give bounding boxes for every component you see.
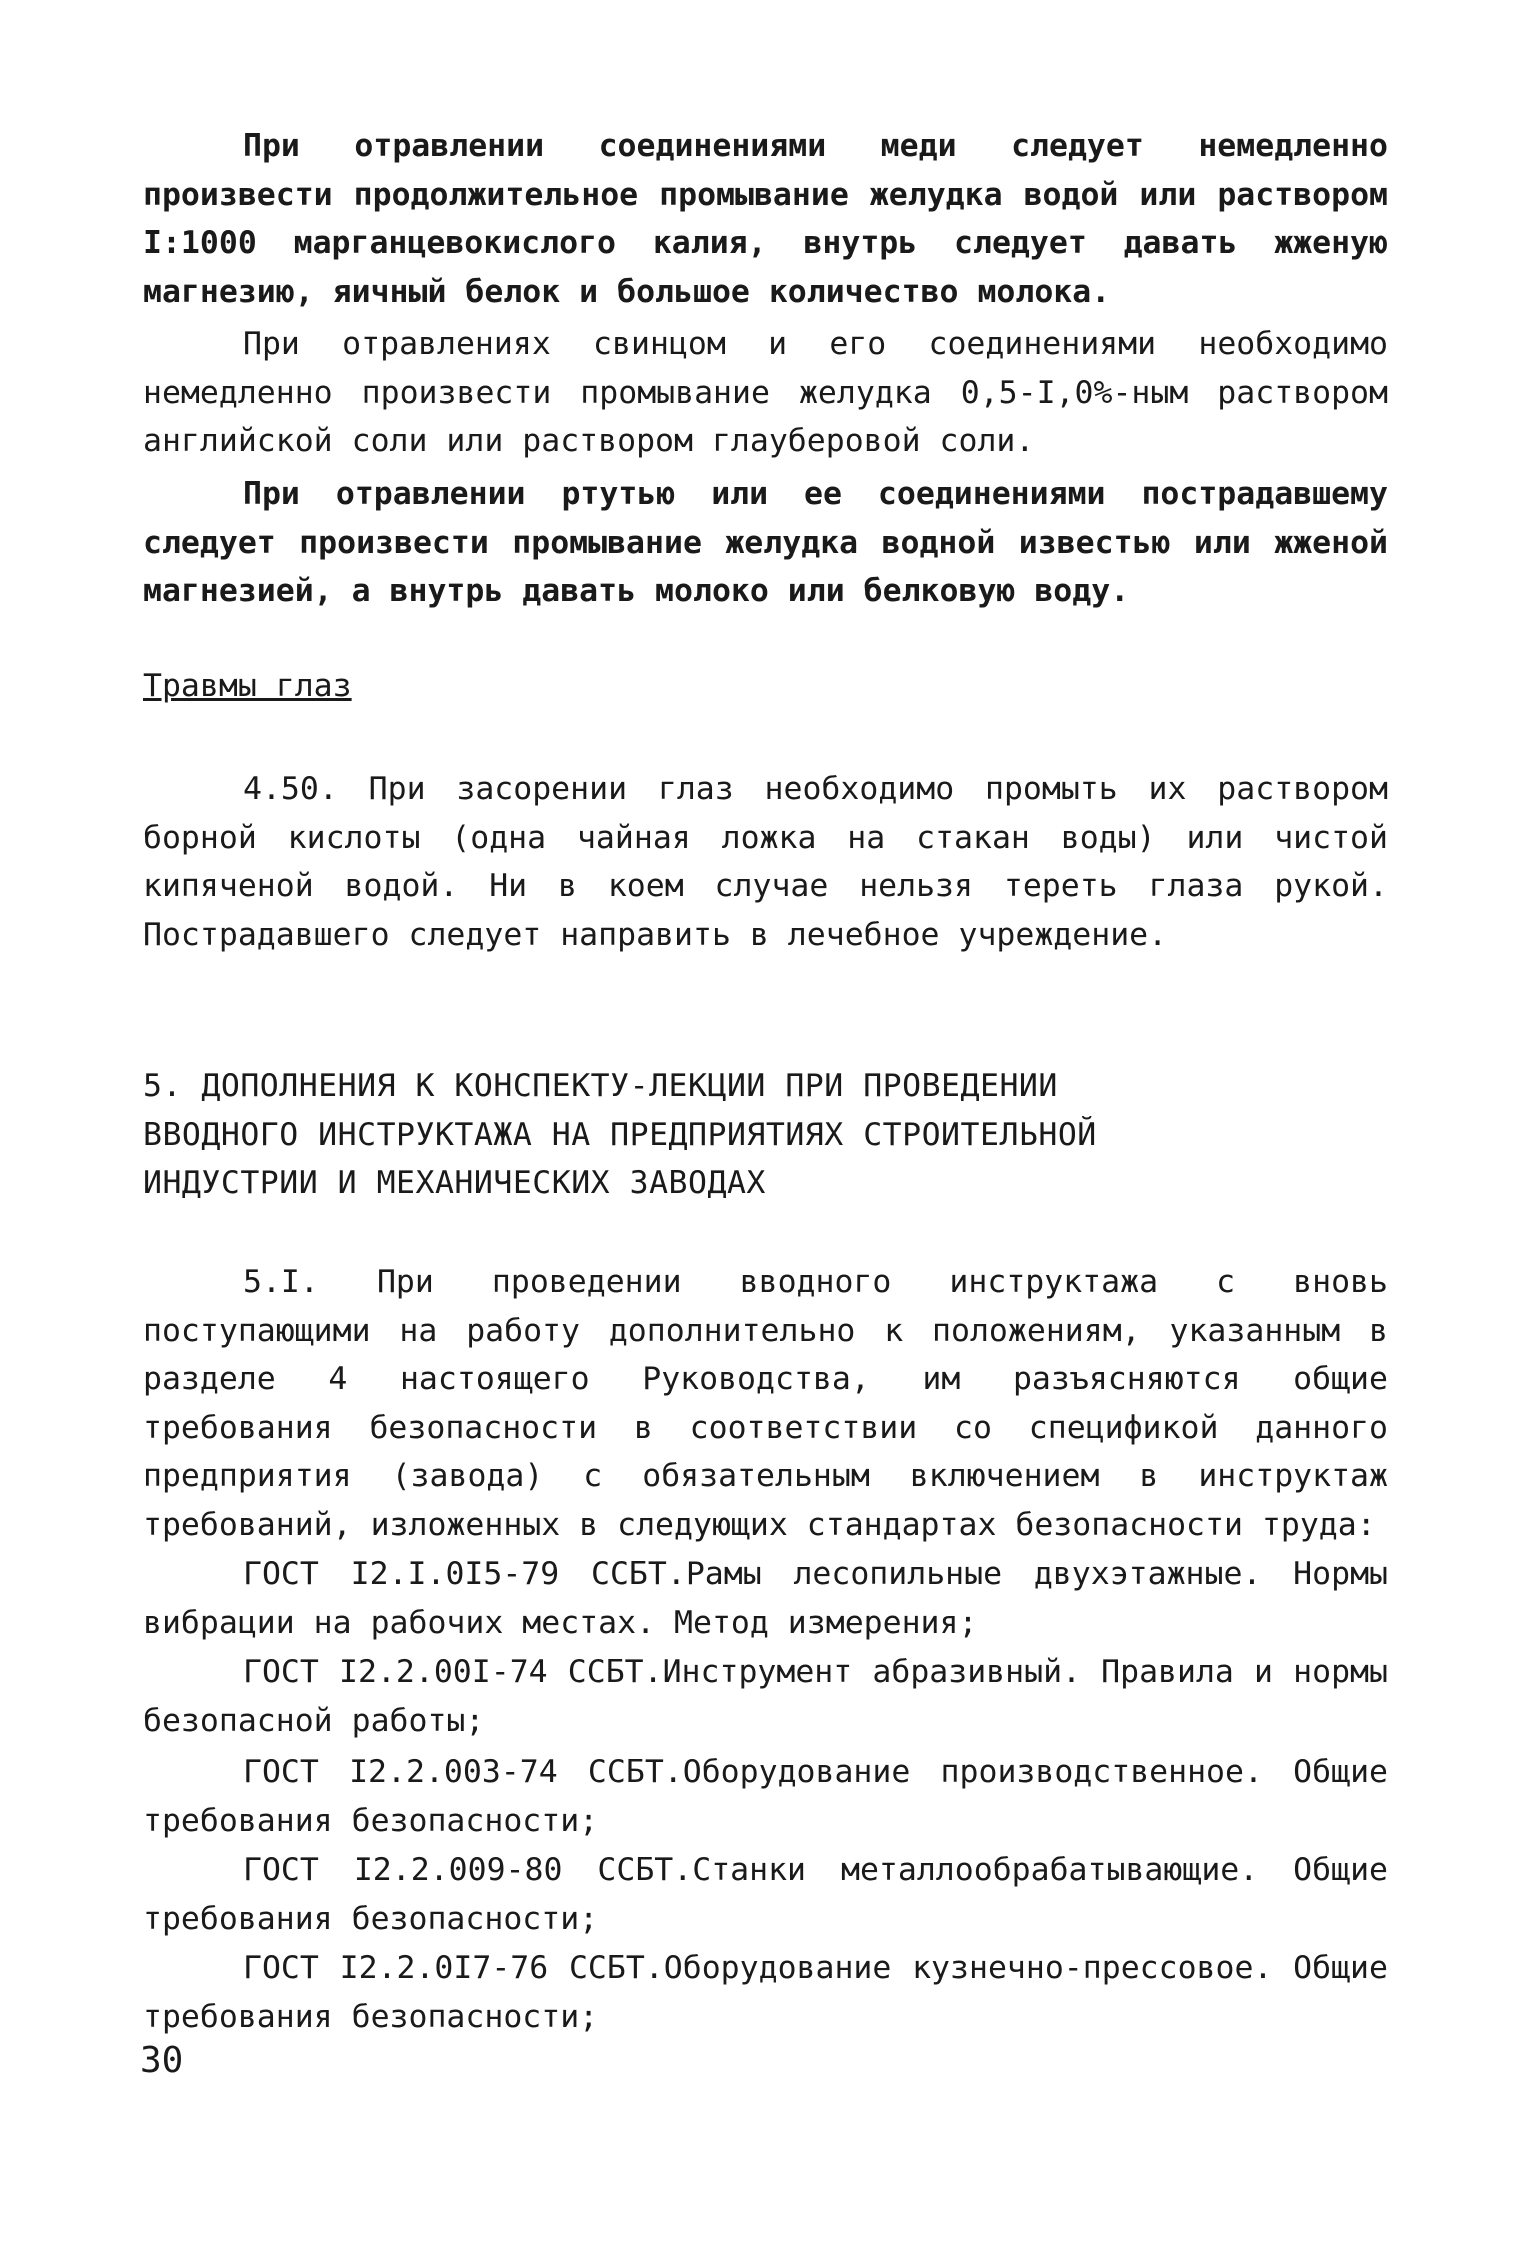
standard-item: ГОСТ I2.2.003-74 ССБТ.Оборудование производственное. Общие требования безопасности; (143, 1754, 1388, 1839)
paragraph-copper-poisoning: При отравлении соединениями меди следует немедленно произвести продолжительное промывание желудка водой или раствором I:1000 марганцевокислого калия, внутрь следует давать жженую магнезию, яичный белок и большое количество молока. (143, 128, 1388, 310)
page-number: 30 (140, 2040, 184, 2081)
standard-item: ГОСТ I2.I.0I5-79 ССБТ.Рамы лесопильные двухэтажные. Нормы вибрации на рабочих местах. Метод измерения; (143, 1556, 1388, 1641)
standard-item: ГОСТ I2.2.00I-74 ССБТ.Инструмент абразивный. Правила и нормы безопасной работы; (143, 1654, 1388, 1739)
paragraph-4-50: 4.50. При засорении глаз необходимо промыть их раствором борной кислоты (одна чайная ложка на стакан воды) или чистой кипяченой водой. Ни в коем случае нельзя тереть глаза рукой. Пострадавшего следует направить в лечебное учреждение. (143, 771, 1388, 953)
standard-item: ГОСТ I2.2.009-80 ССБТ.Станки металлообрабатывающие. Общие требования безопасности; (143, 1852, 1388, 1937)
eye-injuries-heading: Травмы глаз (143, 668, 352, 704)
paragraph-mercury-poisoning: При отравлении ртутью или ее соединениями пострадавшему следует произвести промывание желудка водной известью или жженой магнезией, а внутрь давать молоко или белковую воду. (143, 476, 1388, 609)
section-5-heading (143, 1062, 1388, 1208)
section-5-heading-line-2: ВВОДНОГО ИНСТРУКТАЖА НА ПРЕДПРИЯТИЯХ СТРОИТЕЛЬНОЙ (143, 1116, 1097, 1153)
section-5-heading-line-1: 5. ДОПОЛНЕНИЯ К КОНСПЕКТУ-ЛЕКЦИИ ПРИ ПРОВЕДЕНИИ (143, 1068, 1058, 1104)
paragraph-5-1: 5.I. При проведении вводного инструктажа с вновь поступающими на работу дополнительно к положениям, указанным в разделе 4 настоящего Руководства, им разъясняются общие требования безопасности в соответствии со спецификой данного предприятия (завода) с обязательным включением в инструктаж требований, изложенных в следующих стандартах безопасности труда: (143, 1264, 1388, 1543)
paragraph-lead-poisoning: При отравлениях свинцом и его соединениями необходимо немедленно произвести промывание желудка 0,5-I,0%-ным раствором английской соли или раствором глауберовой соли. (143, 326, 1388, 459)
standard-item: ГОСТ I2.2.0I7-76 ССБТ.Оборудование кузнечно-прессовое. Общие требования безопасности; (143, 1950, 1388, 2035)
section-5-heading-line-3: ИНДУСТРИИ И МЕХАНИЧЕСКИХ ЗАВОДАХ (143, 1165, 766, 1201)
